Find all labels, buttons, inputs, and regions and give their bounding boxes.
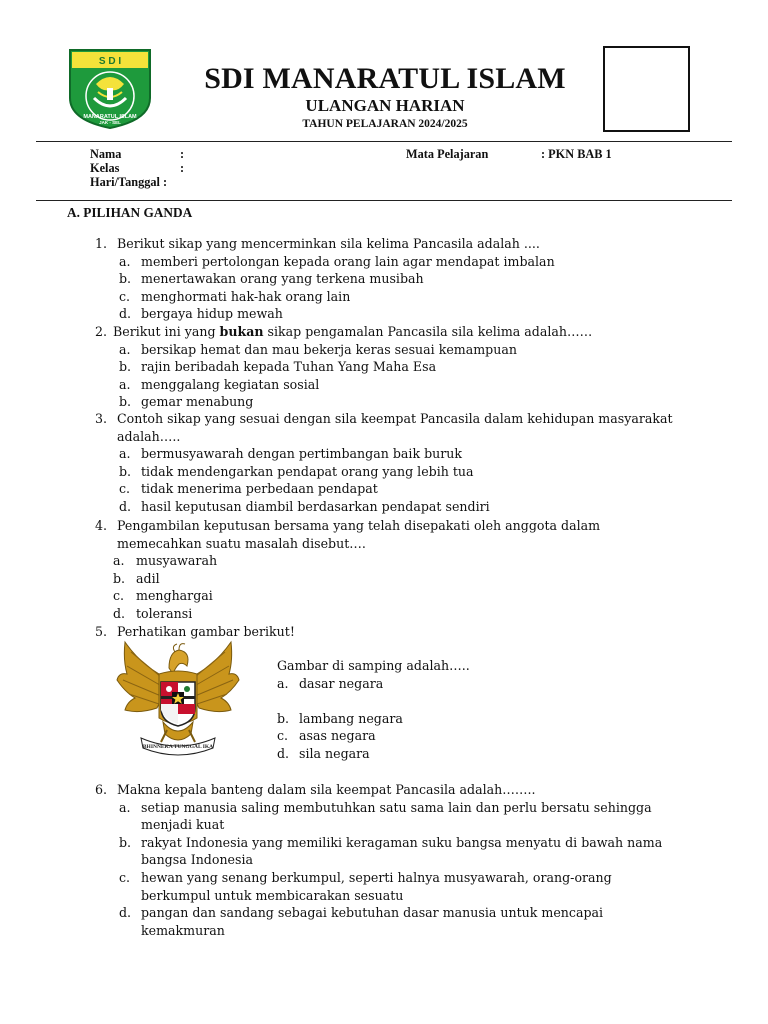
section-title: A. PILIHAN GANDA: [67, 205, 193, 220]
option-text: rajin beribadah kepada Tuhan Yang Maha Esa: [141, 359, 437, 375]
question-2-number: 2.: [95, 324, 108, 339]
school-logo: [66, 46, 154, 130]
question-3-text: Contoh sikap yang sesuai dengan sila keempat Pancasila dalam kehidupan masyarakat: [117, 411, 673, 426]
subject-label: Mata Pelajaran: [406, 147, 489, 161]
option-label: c.: [277, 728, 289, 744]
option-text: asas negara: [299, 728, 376, 744]
option-text: tidak menerima perbedaan pendapat: [141, 481, 378, 497]
identity-divider: [36, 200, 732, 201]
question-4-number: 4.: [95, 518, 108, 533]
option-label: b.: [119, 834, 132, 850]
option-text: setiap manusia saling membutuhkan satu sama lain dan perlu bersatu sehingga: [141, 799, 652, 815]
option-label: a.: [119, 446, 131, 462]
option-text: berkumpul untuk membicarakan sesuatu: [141, 887, 404, 903]
option-text: menjadi kuat: [141, 817, 225, 833]
question-5-text: Perhatikan gambar berikut!: [117, 624, 295, 639]
name-colon: :: [180, 147, 185, 161]
question-6-number: 6.: [95, 782, 108, 797]
option-text: hewan yang senang berkumpul, seperti halnya musyawarah, orang-orang: [141, 870, 612, 885]
subject-value: : PKN BAB 1: [541, 147, 612, 161]
date-label: Hari/Tanggal :: [90, 175, 168, 189]
option-text: memberi pertolongan kepada orang lain agar mendapat imbalan: [141, 253, 555, 269]
header-divider: [36, 141, 732, 142]
logo-text-top: S D I: [98, 56, 122, 67]
option-text: menghormati hak-hak orang lain: [141, 288, 351, 304]
option-label: b.: [119, 394, 132, 410]
logo-text-ring: MANARATUL ISLAM: [83, 114, 137, 120]
option-label: a.: [119, 376, 131, 392]
option-text: lambang negara: [299, 710, 403, 726]
option-text: hasil keputusan diambil berdasarkan pendapat sendiri: [141, 499, 490, 514]
ribbon-caption: BHINNEKA TUNGGAL IKA: [142, 744, 214, 750]
option-text: bergaya hidup mewah: [141, 306, 283, 322]
option-label: d.: [119, 905, 132, 921]
question-1-number: 1.: [95, 236, 108, 251]
question-1-text: Berikut sikap yang mencerminkan sila kelima Pancasila adalah ....: [117, 236, 540, 251]
option-label: d.: [119, 499, 132, 514]
school-year: TAHUN PELAJARAN 2024/2025: [302, 118, 468, 130]
question-text-part: sikap pengamalan Pancasila sila kelima adalah……: [263, 324, 593, 339]
option-label: c.: [119, 870, 131, 885]
option-label: b.: [119, 271, 132, 287]
option-text: musyawarah: [136, 553, 218, 569]
option-label: a.: [119, 341, 131, 357]
logo-text-bottom: JAK - SEL: [99, 120, 121, 125]
question-6-text: Makna kepala banteng dalam sila keempat Pancasila adalah……..: [117, 782, 536, 797]
option-label: c.: [119, 288, 131, 304]
question-text-part: Berikut ini yang: [113, 324, 220, 339]
option-text: bersikap hemat dan mau bekerja keras sesuai kemampuan: [141, 341, 517, 357]
option-label: d.: [119, 306, 132, 322]
option-text: menertawakan orang yang terkena musibah: [141, 271, 424, 287]
option-text: tidak mendengarkan pendapat orang yang lebih tua: [141, 463, 474, 479]
option-label: d.: [113, 606, 126, 621]
option-text: dasar negara: [299, 675, 384, 691]
option-label: a.: [119, 253, 131, 269]
garuda-pancasila-image: [113, 638, 243, 756]
question-5-number: 5.: [95, 624, 108, 639]
option-label: a.: [113, 553, 125, 569]
option-text: rakyat Indonesia yang memiliki keragaman suku bangsa menyatu di bawah nama: [141, 834, 663, 850]
option-text: adil: [136, 570, 160, 586]
option-text: bangsa Indonesia: [141, 852, 254, 868]
option-text: menghargai: [136, 588, 213, 604]
option-text: pangan dan sandang sebagai kebutuhan dasar manusia untuk mencapai: [141, 905, 604, 921]
option-text: toleransi: [136, 606, 193, 621]
class-label: Kelas: [90, 161, 120, 175]
option-label: b.: [113, 570, 126, 586]
option-text: sila negara: [299, 746, 370, 761]
question-5-side-prompt: Gambar di samping adalah…..: [277, 658, 470, 673]
option-label: b.: [119, 463, 132, 479]
option-label: c.: [113, 588, 125, 604]
question-4-text: memecahkan suatu masalah disebut….: [117, 535, 366, 551]
option-label: b.: [277, 710, 290, 726]
name-label: Nama: [90, 147, 122, 161]
question-2-text: [113, 323, 592, 340]
option-text: bermusyawarah dengan pertimbangan baik buruk: [141, 446, 463, 462]
question-4-text: Pengambilan keputusan bersama yang telah disepakati oleh anggota dalam: [117, 518, 601, 533]
option-text: menggalang kegiatan sosial: [141, 376, 320, 392]
option-text: kemakmuran: [141, 922, 225, 938]
question-3-text: adalah…..: [117, 428, 181, 444]
score-box: [603, 46, 690, 132]
school-name: SDI MANARATUL ISLAM: [204, 62, 566, 95]
exam-title: ULANGAN HARIAN: [305, 96, 465, 115]
option-label: a.: [119, 799, 131, 815]
question-3-number: 3.: [95, 411, 108, 426]
option-label: c.: [119, 481, 131, 497]
option-label: b.: [119, 359, 132, 375]
class-colon: :: [180, 161, 185, 175]
question-emphasis: bukan: [219, 324, 264, 339]
option-label: a.: [277, 675, 289, 691]
option-label: d.: [277, 746, 290, 761]
option-text: gemar menabung: [141, 394, 254, 410]
